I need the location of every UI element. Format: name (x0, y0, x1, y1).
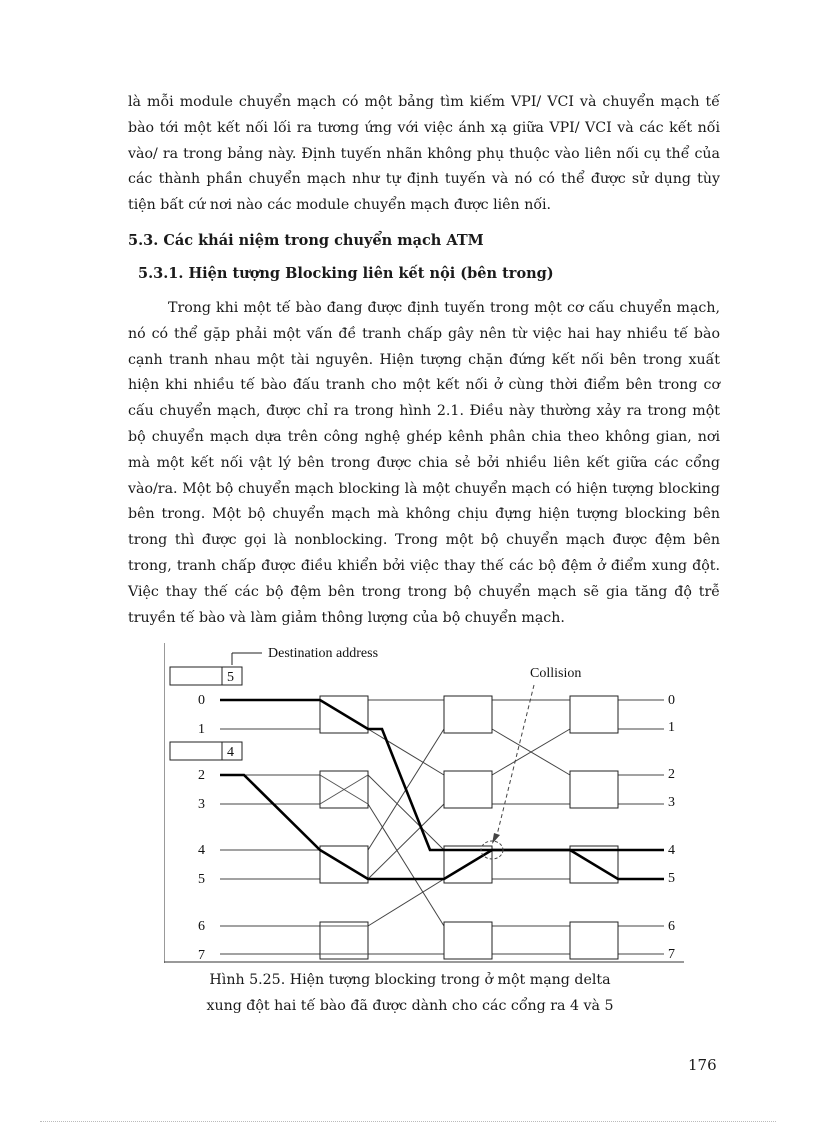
delta-network-figure (164, 643, 684, 963)
delta-network-diagram (164, 643, 684, 963)
input-port-label: 1 (198, 722, 205, 737)
input-port-label: 3 (198, 797, 205, 812)
collision-arrowhead (492, 833, 500, 844)
output-port-label: 3 (668, 795, 675, 810)
input-port-label: 0 (198, 693, 205, 708)
section-heading: 5.3. Các khái niệm trong chuyển mạch ATM (128, 232, 484, 249)
cell-packet-body (170, 667, 222, 685)
bottom-rule (40, 1121, 776, 1122)
figure-caption-line-2: xung đột hai tế bào đã được dành cho các cổng ra 4 và 5 (206, 998, 614, 1014)
blocking-paragraph-text: Trong khi một tế bào đang được định tuyến trong một cơ cấu chuyển mạch, nó có thể gặp phải một vấn đề tranh chấp gây nên từ việc hai hay nhiều tế bào cạnh tranh nhau một tài nguyên. Hiện tượng chặn đứng kết nối bên trong xuất hiện khi nhiều tế bào đấu tranh cho một kết nối ở cùng thời điểm bên trong cơ cấu chuyển mạch, được chỉ ra trong hình 2.1. Điều này thường xảy ra trong một bộ chuyển mạch dựa trên công nghệ ghép kênh phân chia theo không gian, nơi mà một kết nối vật lý bên trong được chia sẻ bởi nhiều liên kết giữa các cổng vào/ra. Một bộ chuyển mạch blocking là một chuyển mạch có hiện tượng blocking bên trong. Một bộ chuyển mạch mà không chịu đựng hiện tượng blocking bên trong thì được gọi là nonblocking. Trong một bộ chuyển mạch được đệm bên trong, tranh chấp được điều khiển bởi việc thay thế các bộ đệm ở điểm xung đột. Việc thay thế các bộ đệm bên trong trong bộ chuyển mạch sẽ gia tăng độ trễ truyền tế bào và làm giảm thông lượng của bộ chuyển mạch. (128, 300, 720, 626)
subsection-heading: 5.3.1. Hiện tượng Blocking liên kết nội (bên trong) (138, 265, 554, 282)
switch-elements (320, 696, 618, 959)
output-port-label: 6 (668, 919, 675, 934)
output-port-label: 7 (668, 947, 675, 962)
output-port-label: 5 (668, 871, 675, 886)
input-port-label: 6 (198, 919, 205, 934)
page-number: 176 (688, 1056, 717, 1074)
output-port-label: 4 (668, 843, 675, 858)
interconnect-wires (220, 700, 664, 954)
input-port-label: 5 (198, 872, 205, 887)
intro-paragraph (128, 90, 720, 219)
cell-packet-body (170, 742, 222, 760)
output-port-label: 0 (668, 693, 675, 708)
input-port-label: 7 (198, 948, 205, 963)
cell-address-label: 4 (227, 745, 234, 760)
blocking-paragraph (128, 296, 720, 631)
output-port-label: 2 (668, 767, 675, 782)
intro-paragraph-text: là mỗi module chuyển mạch có một bảng tìm kiếm VPI/ VCI và chuyển mạch tế bào tới một kết nối lối ra tương ứng với việc ánh xạ giữa VPI/ VCI và các kết nối vào/ ra trong bảng này. Định tuyến nhãn không phụ thuộc vào liên nối cụ thể của các thành phần chuyển mạch như tự định tuyến và nó có thể được sử dụng tùy tiện bất cứ nơi nào các module chuyển mạch được liên nối. (128, 94, 720, 214)
input-port-label: 2 (198, 768, 205, 783)
destination-address-label: Destination address (268, 646, 379, 661)
collision-arrow (496, 685, 534, 839)
collision-label: Collision (530, 666, 582, 681)
cell-address-label: 5 (227, 670, 234, 685)
input-port-label: 4 (198, 843, 205, 858)
figure-caption-line-1: Hình 5.25. Hiện tượng blocking trong ở một mạng delta (209, 972, 611, 988)
output-port-label: 1 (668, 720, 675, 735)
